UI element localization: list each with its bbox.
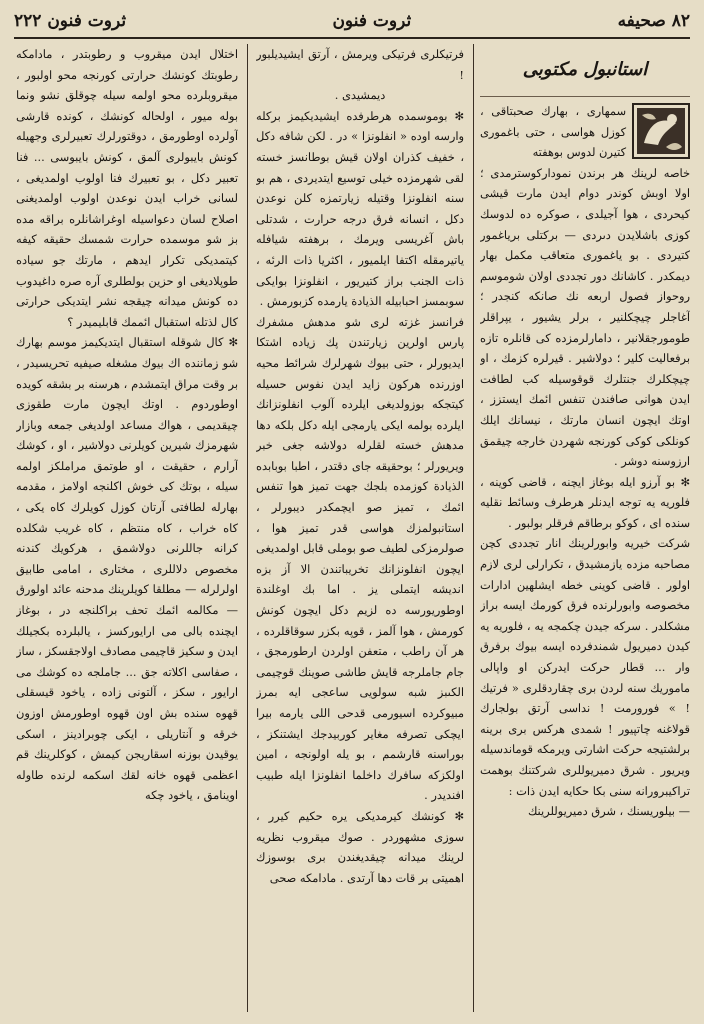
paragraph: — بيلوريسنك ، شرق دميريوللرينك [527, 804, 690, 819]
paragraph: ديمشيدى . [334, 88, 386, 103]
column-middle [256, 44, 464, 1012]
paragraph: سمهاری ، بهارك صحبتاقى ، كوزل هواسى ، حتى باغمورى كتيرن لدوس بوهفته [480, 104, 626, 160]
ornamental-initial-icon [632, 103, 690, 159]
section-title: استانبول مكتوبی [522, 58, 648, 80]
column-right [480, 44, 690, 1012]
paragraph: شركت خيريه وابورلرينك انار تجددى كچن مصاحبه مزده يازمشيدق ، تكرارلى لرى لازم اولور . قاضى كوينى خطه ايشلهين ادارات مخصوصه وابورلرنده فرق كورمك ايسه براز مشكلدر . سركه جيدن چكمجه يه ، فلوريه يه كيدن دميريول شمندفرده ايسه بيوك برفرق وار ... قطار حركت ايدركن او واپالى ماموريك سنه لردن برى چقاردقلرى « فرتيك ! » فورورمت ! نداسى آرتق بولجارك قولاغنه چاتپيور ! شمدى هركس برى برينه برلشتيجه حركت اشارتى ويرمكه قوماندسيله ويريور . شرق دميريوللرى شركتنك بوهمت تراكيبرورانه سنى بكا حكايه ايدن ذات : [480, 536, 690, 798]
paragraph: ✻ بوموسمده هرطرفده ايشيديكيمز بركله وارسه اوده « انفلونزا » در . لكن شافه دكل ، خفيف كذران اولان قيش بوطانسز خسته لقى شهرمزده خيلى توسيع ايتديردى ، هم بو سنه انفلونزا وقتيله زيارتمزه كلن نوعدن دكل ، انسانه فرق درجه حرارت ، شدتلى باش آغريسى ويرمك ، برهفته شيافله ياتيرمقله اكتفا ايلميور ، اكثريا ذات الرئه ، ذات الجنب براز كتيريور ، انفلونزا بوايكى سوبمسز احبابيله الذيادة يارمده كزبورمش . [256, 108, 464, 309]
column-divider [473, 44, 474, 1012]
header-issue-number: ثروت فنون ۲۲۲ [14, 11, 127, 31]
paragraph: اختلال ايدن ميقروب و رطوبتدر ، مادامكه رطوبتك كونشك حرارتى كورنجه محو اولبور ، ميقروبلرده محو اولمه سيله چوقلق نشو ونما بوله ميور ، اولحاله كونشك ، كونده قارشى آولرده اوطورمق ، دوقتورلرك تعبيرلرى وجهيله كونش بايبولرى آلمق ، كونش بايبوسى ... فنا تعبير دكل ، بو تعبيرك فنا اولوب اولمديغى ، لسانى خراب ايدن نوعدن اولوب اولمديغنى اصلاح لسان دعواسيله اوغراشانلره براقه مده بز شو موسمده حرارت شمسك حقيقه كيفه كيتمديكى تكرار ايدهم ، مارتك جو سياده طوپلاديغى او حزين بولطلرى آره صره داغيدوب ده كونش ميدانه چيقجه نشر ايتديكى حرارتى كال لذتله استقبال ائممك قابليميدر ؟ [16, 47, 238, 329]
paragraph: خاصه لرينك هر برندن نموداركوسترمدى ؛ اولا اوبش كوندر دوام ايدن مارت قيشى كيحردى ، هوا آجيلدى ، صوكره ده لدوسك كوزى باشلايدن دىردى — بركتلى برياغمور كتيردى . بو ياغمورى متعاقب مكمل بهار ديمكدر . كاشانك دور تجددى اولان شوموسم روحواز فصول اربعه نك صانكه كنجدر ؛ آغاجلر چيچكلنير ، برلر يشيور ، يپراقلر طومورجقلانير ، دامارلرمزده كى قانلره تازه برفعاليت كلير ؛ دولاشير . قيرلره كزمك ، او چيچكلرك جنتلرك قوقوسيله كب لطافت ايدن هوانى صافندن تنفس ائمك ايستزز ، اوتك ايچون انسان مارتك ، نيسانك ايلك كونلكى كوكى كورنجه شهردن خارجه چيقمق ارزوسنه دوشر . [480, 165, 690, 469]
column-divider [247, 44, 248, 1012]
paragraph: فرتيكلرى فرتيكى ويرمش ، آرتق ايشيديلبور ! [256, 47, 464, 82]
paragraph: فرانسز غزته لرى شو مدهش مشفرك پارس اولرين زيارتندن پك زياده اشتكا ايديورلر ، حتى بيوك شهرلرك شرائط محيه اوزرنده هركون زايد ايدن نفوس حسيله كيتجكه بوزولديغى ايلرده آلوب انفلونزانك ايلرده بولمه ايكى يارمجى ايله دكل بلكه دها مدهش خسته لقلرله دولاشه جغى خبر ويريورلر ؛ بوحقيقه جاى دقتدر ، اطبا بوبابده الذيادة كوزمده بلجك جهت تميز هوا تنفس ائمك ، تميز صو ايچمكدر ديبورلر ، استانبولمزك هواسى قدر تميز هوا ، صولرمزكى لطيف صو بوملى قابل اولمديغى ايچون انفلونزانك تخريباتندن الا آز بزه انديشه ايتملى يز . اما بك اوغلندة اوطوريورسه ده لزيم دكل ايچون كونش كورمش ، هوا آلمز ، قوپه بكزر سوقاقلرده ، هر آن راطب ، متعفن اولردن ارطورمجق ، جام جاملرجه قايش طاشى صوينك قوچيمى الكىبز شبه سولويى ساعجى ايه بمرز مبيوكرده اسيورمى قدحى اللى يارمه بيرا ايچكى تصرفه مغاير كوربيدجك ايشتنكز ، بوراسنه قارشمم ، بو يله اولونجه ، امين اولكزكه سافرك داخلما انفلونزا ايله طبيب افنديدر . [256, 314, 464, 803]
page-header [14, 6, 690, 36]
header-divider [14, 37, 690, 39]
header-magazine-title: ثروت فنون [332, 11, 412, 31]
column-left [16, 44, 238, 1012]
section-title-block [480, 44, 690, 97]
paragraph: ✻ كونشك كيرمديكى يره حكيم كيرر ، سوزى مشهوردر . صوك ميقروب نظريه لرينك ميدانه چيقديغندن برى بوسوزك اهميتى بر قات دها آرتدى . مادامكه صحى [256, 808, 464, 885]
paragraph: ✻ بو آرزو ايله بوغاز ايچنه ، قاضى كوينه ، فلوريه يه توجه ايدنلر هرطرف وسائط نقليه سنده اى ، كوكو برطاقم فرقلر بولبور . [480, 474, 690, 530]
paragraph: ✻ كال شوقله استقبال ايتديكيمز موسم بهارك شو زماننده اك بيوك مشغله صيفيه تحريسيدر ، بر وقت مراق ايتمشدم ، هرسنه بر بشقه كويده اوطوردوم . اوتك ايچون مارت طقوزى چيقديمى ، هواك مساعد اولديغى جمعه وبازار شهرمزك شيرين كويلرنى دولاشير ، او ، كوشك آرارم ، حقيقت ، او طوتمق مراملكز اولمه سيله ، بوتك كى خوش اكلنجه اولامز ، مقدمه بهارله لطافتى آرتان كوزل كويلرك كاه يكى ، كاه خراب ، كاه منتظم ، كاه غريب شكلده كرانه جاللرنى دولاشمق ، هركويك كندنه مخصوص دلاللرى ، مختارى ، امامى طابيق اولرلرله — مطلقا كويلرينك مدحنه عائد اولورق — مكالمه ائمك تحف براكلنجه در ، بوغاز ايچنده بالى مى ارايوركسز ، يالبلرده بكجيلك ايدن و سكيز قاچيمى مصادف اولاجقسكز ، ساز ، صفاسى اكلاته جق ... جاملجه ده كوشك مى ارايور ، سكز ، آلتونى زاده ، ياخود قيسقلى قهوه سنده بش اون قهوه اوطورمش اوزون خرقه و آنتاريلى ، ايكى چوبرادينز ، اسكى يوقيدن بوزنه اسقاريجن كيمش ، كوكلرينك قم اعظمى قهوه خانه لقك اسكمه لرنده طاوله اوينامق ، ياخود چكه [16, 335, 238, 803]
header-page-number: ۸۲ صحیفه [617, 11, 690, 31]
